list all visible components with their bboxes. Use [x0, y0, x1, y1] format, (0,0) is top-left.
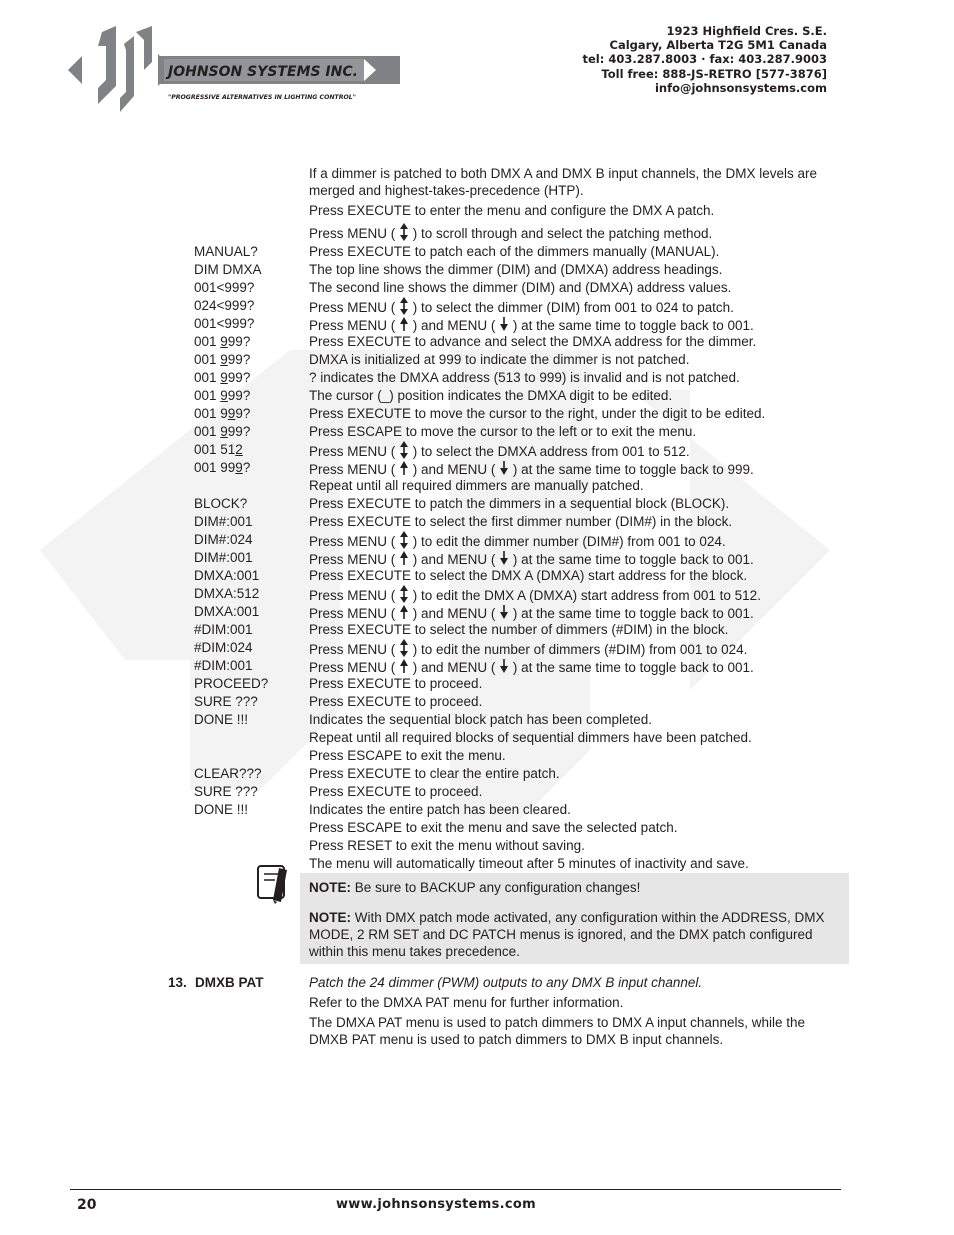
- intro-text-pre: Press MENU (: [309, 226, 396, 241]
- menu-row: [0, 513, 954, 531]
- menu-instruction: Press EXECUTE to patch the dimmers in a sequential block (BLOCK).: [309, 496, 730, 511]
- intro-text-post: ) to scroll through and select the patching method.: [412, 226, 713, 241]
- menu-display: [194, 405, 250, 422]
- menu-display: DIM#:001: [194, 514, 253, 529]
- menu-instruction: [309, 657, 754, 676]
- menu-instruction: Press ESCAPE to move the cursor to the left or to exit the menu.: [309, 424, 697, 439]
- menu-display: 001<999?: [194, 280, 255, 295]
- menu-display: BLOCK?: [194, 496, 248, 511]
- display-text: 001: [194, 334, 221, 349]
- section-text: DMXB PAT menu is used to patch dimmers to DMX B input channels.: [309, 1032, 724, 1047]
- address-line: tel: 403.287.8003 · fax: 403.287.9003: [582, 52, 827, 67]
- menu-row: [0, 621, 954, 639]
- menu-instruction: [309, 459, 754, 478]
- menu-row: [0, 495, 954, 513]
- menu-instruction: The top line shows the dimmer (DIM) and (DMXA) address headings.: [309, 262, 723, 277]
- menu-row: [0, 711, 954, 729]
- menu-instruction: Press EXECUTE to select the DMX A (DMXA) start address for the block.: [309, 568, 748, 583]
- instruction-text: ) and MENU (: [412, 462, 496, 477]
- up-down-arrow-icon: [399, 297, 409, 315]
- menu-display: #DIM:024: [194, 640, 253, 655]
- instruction-text: ) to select the DMXA address from 001 to 512.: [412, 444, 690, 459]
- menu-row: [0, 567, 954, 585]
- menu-row: [0, 837, 954, 855]
- display-text: 001 51: [194, 442, 236, 457]
- menu-row: [0, 441, 954, 459]
- menu-instruction: [309, 297, 734, 316]
- cursor-digit: 9: [227, 406, 236, 421]
- menu-instruction: Repeat until all required dimmers are manually patched.: [309, 478, 644, 493]
- menu-row: [0, 387, 954, 405]
- menu-display: [194, 351, 250, 368]
- menu-instruction: Press ESCAPE to exit the menu.: [309, 748, 506, 763]
- down-arrow-icon: [499, 459, 509, 477]
- section-title: DMXB PAT: [195, 975, 264, 990]
- instruction-text: ) to edit the number of dimmers (#DIM) from 001 to 024.: [412, 642, 748, 657]
- intro-text: If a dimmer is patched to both DMX A and DMX B input channels, the DMX levels are: [309, 166, 817, 181]
- cursor-digit: 9: [220, 388, 228, 403]
- menu-instruction: Press ESCAPE to exit the menu and save the selected patch.: [309, 820, 678, 835]
- instruction-text: ) to edit the dimmer number (DIM#) from 001 to 024.: [412, 534, 726, 549]
- instruction-text: Press MENU (: [309, 588, 396, 603]
- instruction-text: Press MENU (: [309, 534, 396, 549]
- company-address: [582, 24, 827, 95]
- menu-row: [0, 351, 954, 369]
- up-arrow-icon: [399, 459, 409, 477]
- instruction-text: ) and MENU (: [412, 660, 496, 675]
- menu-row: [0, 405, 954, 423]
- menu-display: CLEAR???: [194, 766, 262, 781]
- instruction-text: Press MENU (: [309, 462, 396, 477]
- display-text: 99?: [227, 352, 251, 367]
- menu-instruction: The menu will automatically timeout after 5 minutes of inactivity and save.: [309, 856, 749, 871]
- menu-display: DIM DMXA: [194, 262, 262, 277]
- instruction-text: ) and MENU (: [412, 606, 496, 621]
- section-text: The DMXA PAT menu is used to patch dimmers to DMX A input channels, while the: [309, 1015, 805, 1030]
- display-text: 99?: [227, 388, 251, 403]
- instruction-text: ) at the same time to toggle back to 001.: [512, 606, 754, 621]
- menu-row: [0, 423, 954, 441]
- display-text: 001: [194, 370, 221, 385]
- intro-text: [309, 223, 712, 242]
- menu-display: DMXA:001: [194, 604, 260, 619]
- instruction-text: Press MENU (: [309, 318, 396, 333]
- display-text: 001: [194, 424, 221, 439]
- menu-display: DIM#:001: [194, 550, 253, 565]
- menu-row: [0, 783, 954, 801]
- menu-row: [0, 657, 954, 675]
- menu-row: [0, 603, 954, 621]
- up-down-arrow-icon: [399, 441, 409, 459]
- menu-row: [0, 765, 954, 783]
- section-text: Refer to the DMXA PAT menu for further information.: [309, 995, 624, 1010]
- menu-display: 001<999?: [194, 316, 255, 331]
- menu-row: [0, 531, 954, 549]
- instruction-text: ) to select the dimmer (DIM) from 001 to 024 to patch.: [412, 300, 734, 315]
- instruction-text: Press MENU (: [309, 444, 396, 459]
- menu-instruction: Press EXECUTE to advance and select the DMXA address for the dimmer.: [309, 334, 757, 349]
- instruction-text: Press MENU (: [309, 552, 396, 567]
- menu-display: #DIM:001: [194, 658, 253, 673]
- company-logo: [68, 26, 402, 116]
- menu-instruction: The second line shows the dimmer (DIM) and (DMXA) address values.: [309, 280, 732, 295]
- menu-row: [0, 801, 954, 819]
- menu-row: [0, 747, 954, 765]
- menu-instruction: Press RESET to exit the menu without saving.: [309, 838, 585, 853]
- note-label: NOTE:: [309, 880, 351, 895]
- display-text: 001: [194, 352, 221, 367]
- cursor-digit: 9: [220, 424, 228, 439]
- display-text: 99?: [227, 424, 251, 439]
- display-text: 99?: [227, 334, 251, 349]
- menu-instruction: DMXA is initialized at 999 to indicate the dimmer is not patched.: [309, 352, 690, 367]
- down-arrow-icon: [499, 603, 509, 621]
- company-name: JOHNSON SYSTEMS INC.: [168, 64, 358, 80]
- menu-display: [194, 369, 250, 386]
- menu-row: [0, 675, 954, 693]
- note-2: [309, 909, 839, 960]
- menu-display: [194, 423, 250, 440]
- cursor-digit: 9: [220, 334, 228, 349]
- menu-display: SURE ???: [194, 784, 258, 799]
- menu-instruction: The cursor (_) position indicates the DMXA digit to be edited.: [309, 388, 673, 403]
- cursor-digit: 9: [235, 460, 243, 475]
- menu-instruction: Press EXECUTE to proceed.: [309, 784, 483, 799]
- menu-instruction: [309, 549, 754, 568]
- instruction-text: ) at the same time to toggle back to 999.: [512, 462, 754, 477]
- note-text: With DMX patch mode activated, any configuration within the ADDRESS, DMX MODE, 2 RM SET and DC PATCH menus is ignored, and the DMX patch configured within this menu takes precedence.: [309, 910, 825, 959]
- menu-display: [194, 333, 250, 350]
- intro-text: Press EXECUTE to enter the menu and configure the DMX A patch.: [309, 203, 715, 218]
- menu-row: [0, 261, 954, 279]
- menu-display: [194, 441, 243, 458]
- up-arrow-icon: [399, 549, 409, 567]
- menu-instruction: Press EXECUTE to select the first dimmer number (DIM#) in the block.: [309, 514, 733, 529]
- menu-instruction: Press EXECUTE to move the cursor to the right, under the digit to be edited.: [309, 406, 766, 421]
- section-subtitle: Patch the 24 dimmer (PWM) outputs to any DMX B input channel.: [309, 975, 703, 990]
- up-down-arrow-icon: [399, 585, 409, 603]
- menu-row: [0, 315, 954, 333]
- up-arrow-icon: [399, 603, 409, 621]
- display-text: 99?: [227, 370, 251, 385]
- address-line: Calgary, Alberta T2G 5M1 Canada: [609, 38, 827, 53]
- intro-text: merged and highest-takes-precedence (HTP).: [309, 183, 584, 198]
- menu-row: [0, 693, 954, 711]
- menu-instruction: Repeat until all required blocks of sequential dimmers have been patched.: [309, 730, 752, 745]
- cursor-digit: 2: [235, 442, 243, 457]
- menu-instruction: [309, 639, 747, 658]
- menu-instruction: [309, 585, 761, 604]
- menu-row: [0, 279, 954, 297]
- page-number: 20: [77, 1197, 97, 1213]
- menu-row: [0, 333, 954, 351]
- menu-display: MANUAL?: [194, 244, 258, 259]
- instruction-text: ) and MENU (: [412, 552, 496, 567]
- display-text: 001 9: [194, 406, 228, 421]
- footer-url[interactable]: www.johnsonsystems.com: [336, 1197, 536, 1212]
- menu-display: DONE !!!: [194, 712, 249, 727]
- company-tagline: "PROGRESSIVE ALTERNATIVES IN LIGHTING CONTROL": [168, 94, 356, 101]
- menu-row: [0, 549, 954, 567]
- menu-display: #DIM:001: [194, 622, 253, 637]
- menu-display: DMXA:512: [194, 586, 260, 601]
- menu-row: [0, 729, 954, 747]
- menu-row: [0, 585, 954, 603]
- menu-instruction: Press EXECUTE to clear the entire patch.: [309, 766, 560, 781]
- menu-instruction: ? indicates the DMXA address (513 to 999) is invalid and is not patched.: [309, 370, 740, 385]
- note-1: [309, 879, 839, 896]
- instruction-text: ) and MENU (: [412, 318, 496, 333]
- up-down-arrow-icon: [399, 223, 409, 241]
- instruction-text: ) to edit the DMX A (DMXA) start address from 001 to 512.: [412, 588, 761, 603]
- up-down-arrow-icon: [399, 531, 409, 549]
- menu-row: [0, 855, 954, 873]
- instruction-text: Press MENU (: [309, 660, 396, 675]
- instruction-text: ) at the same time to toggle back to 001.: [512, 318, 754, 333]
- note-pencil-icon: [255, 864, 293, 904]
- menu-instruction: Press EXECUTE to proceed.: [309, 676, 483, 691]
- menu-display: DONE !!!: [194, 802, 249, 817]
- display-text: ?: [242, 460, 251, 475]
- menu-instruction: Press EXECUTE to patch each of the dimmers manually (MANUAL).: [309, 244, 720, 259]
- menu-row: [0, 243, 954, 261]
- menu-display: DIM#:024: [194, 532, 253, 547]
- email-link[interactable]: info@johnsonsystems.com: [654, 80, 827, 95]
- menu-row: [0, 477, 954, 495]
- menu-instruction: [309, 441, 690, 460]
- instruction-text: Press MENU (: [309, 606, 396, 621]
- instruction-text: ) at the same time to toggle back to 001.: [512, 660, 754, 675]
- menu-display: [194, 387, 250, 404]
- down-arrow-icon: [499, 315, 509, 333]
- menu-row: [0, 369, 954, 387]
- menu-instruction: [309, 603, 754, 622]
- cursor-digit: 9: [220, 352, 228, 367]
- cursor-digit: 9: [220, 370, 228, 385]
- instruction-text: ) at the same time to toggle back to 001.: [512, 552, 754, 567]
- address-line: 1923 Highfield Cres. S.E.: [666, 24, 827, 38]
- menu-instruction: Press EXECUTE to select the number of dimmers (#DIM) in the block.: [309, 622, 729, 637]
- menu-row: [0, 639, 954, 657]
- menu-instruction: Indicates the entire patch has been cleared.: [309, 802, 571, 817]
- menu-display: [194, 459, 250, 476]
- display-text: 9?: [235, 406, 251, 421]
- menu-instruction: [309, 531, 726, 550]
- note-text: Be sure to BACKUP any configuration changes!: [354, 880, 641, 895]
- note-label: NOTE:: [309, 910, 351, 925]
- display-text: 001 99: [194, 460, 236, 475]
- menu-instruction: Press EXECUTE to proceed.: [309, 694, 483, 709]
- down-arrow-icon: [499, 549, 509, 567]
- menu-display: DMXA:001: [194, 568, 260, 583]
- section-number: 13.: [168, 975, 187, 990]
- menu-instruction: [309, 315, 754, 334]
- instruction-text: Press MENU (: [309, 300, 396, 315]
- menu-row: [0, 459, 954, 477]
- menu-row: [0, 297, 954, 315]
- down-arrow-icon: [499, 657, 509, 675]
- menu-instruction: Indicates the sequential block patch has been completed.: [309, 712, 652, 727]
- up-arrow-icon: [399, 315, 409, 333]
- menu-row: [0, 819, 954, 837]
- address-line: Toll free: 888-JS-RETRO [577-3876]: [601, 66, 827, 81]
- menu-display: PROCEED?: [194, 676, 269, 691]
- menu-display: SURE ???: [194, 694, 258, 709]
- footer-rule: [70, 1189, 841, 1190]
- up-down-arrow-icon: [399, 639, 409, 657]
- menu-display: 024<999?: [194, 298, 255, 313]
- instruction-text: Press MENU (: [309, 642, 396, 657]
- up-arrow-icon: [399, 657, 409, 675]
- display-text: 001: [194, 388, 221, 403]
